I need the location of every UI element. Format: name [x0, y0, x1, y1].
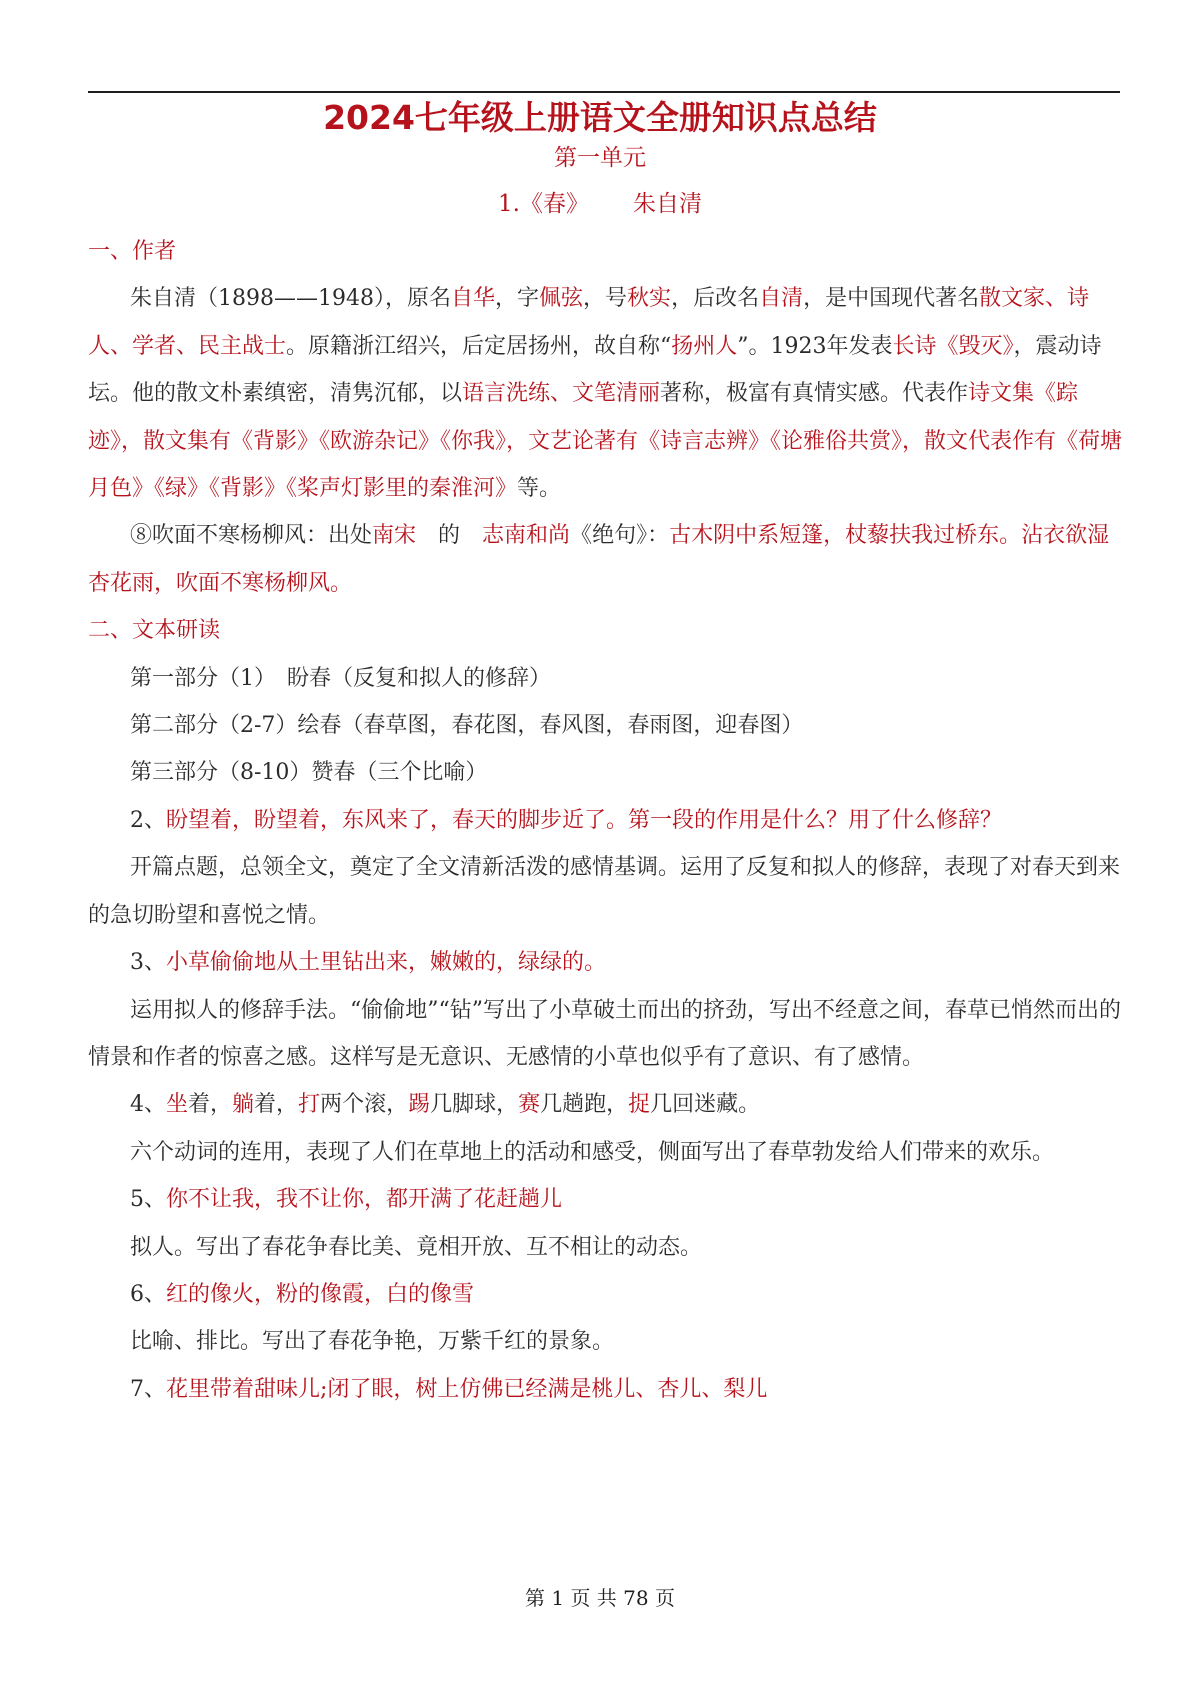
- part-3: 第三部分（8-10）赞春（三个比喻）: [130, 760, 488, 786]
- page-number-text: 第 1 页 共 78 页: [525, 1586, 675, 1610]
- question-2: 2、盼望着，盼望着，东风来了，春天的脚步近了。第一段的作用是什么？用了什么修辞？: [130, 807, 1003, 833]
- answer-4: 六个动词的连用，表现了人们在草地上的活动和感受，侧面写出了春草勃发给人们带来的欢乐。: [130, 1139, 1055, 1165]
- lesson-number: 1.《春》: [498, 191, 589, 217]
- lesson-heading: [0, 188, 1200, 220]
- author-paragraph: 朱自清（1898——1948），原名自华，字佩弦，号秋实，后改名自清，是中国现代著名散文家、诗人、学者、民主战士。原籍浙江绍兴，后定居扬州，故自称“扬州人”。1923年发表长诗《毁灭》，震动诗坛。他的散文朴素缜密，清隽沉郁，以语言洗练、文笔清丽著称，极富有真情实感。代表作诗文集《踪迹》，散文集有《背影》《欧游杂记》《你我》，文艺论著有《诗言志辨》《论雅俗共赏》，散文代表作有《荷塘月色》《绿》《背影》《桨声灯影里的秦淮河》等。: [88, 286, 1123, 502]
- answer-5: 拟人。写出了春花争春比美、竟相开放、互不相让的动态。: [130, 1234, 703, 1260]
- question-6: 6、红的像火，粉的像霞，白的像雪: [130, 1281, 475, 1307]
- answer-6: 比喻、排比。写出了春花争艳，万紫千红的景象。: [130, 1329, 615, 1355]
- section-heading-text-study: 二、文本研读: [88, 618, 221, 644]
- question-4: 4、坐着，躺着，打两个滚，踢几脚球，赛几趟跑，捉几回迷藏。: [130, 1092, 761, 1118]
- question-5: 5、你不让我，我不让你，都开满了花赶趟儿: [130, 1187, 563, 1213]
- section-heading-author: 一、作者: [88, 239, 177, 264]
- unit-heading: 第一单元: [554, 145, 646, 171]
- question-3: 3、小草偷偷地从土里钻出来，嫩嫩的，绿绿的。: [130, 950, 607, 976]
- question-7: 7、花里带着甜味儿;闭了眼，树上仿佛已经满是桃儿、杏儿、梨儿: [130, 1376, 768, 1402]
- part-1: 第一部分（1） 盼春（反复和拟人的修辞）: [130, 665, 551, 691]
- lesson-author: 朱自清: [632, 191, 702, 217]
- answer-2: 开篇点题，总领全文，奠定了全文清新活泼的感情基调。运用了反复和拟人的修辞，表现了对春天到来的急切盼望和喜悦之情。: [88, 855, 1121, 928]
- document-body: [88, 228, 1122, 1413]
- answer-3: 运用拟人的修辞手法。“偷偷地”“钻”写出了小草破土而出的挤劲，写出不经意之间，春草已悄然而出的情景和作者的惊喜之感。这样写是无意识、无感情的小草也似乎有了意识、有了感情。: [88, 997, 1121, 1070]
- page-title: 2024七年级上册语文全册知识点总结: [323, 98, 877, 137]
- quote-paragraph: ⑧吹面不寒杨柳风：出处南宋 的 志南和尚《绝句》：古木阴中系短篷，杖藜扶我过桥东。沾衣欲湿杏花雨，吹面不寒杨柳风。: [88, 523, 1110, 596]
- part-2: 第二部分（2-7）绘春（春草图，春花图，春风图，春雨图，迎春图）: [130, 713, 804, 739]
- header-rule: [88, 91, 1120, 93]
- page-footer: [0, 1583, 1200, 1613]
